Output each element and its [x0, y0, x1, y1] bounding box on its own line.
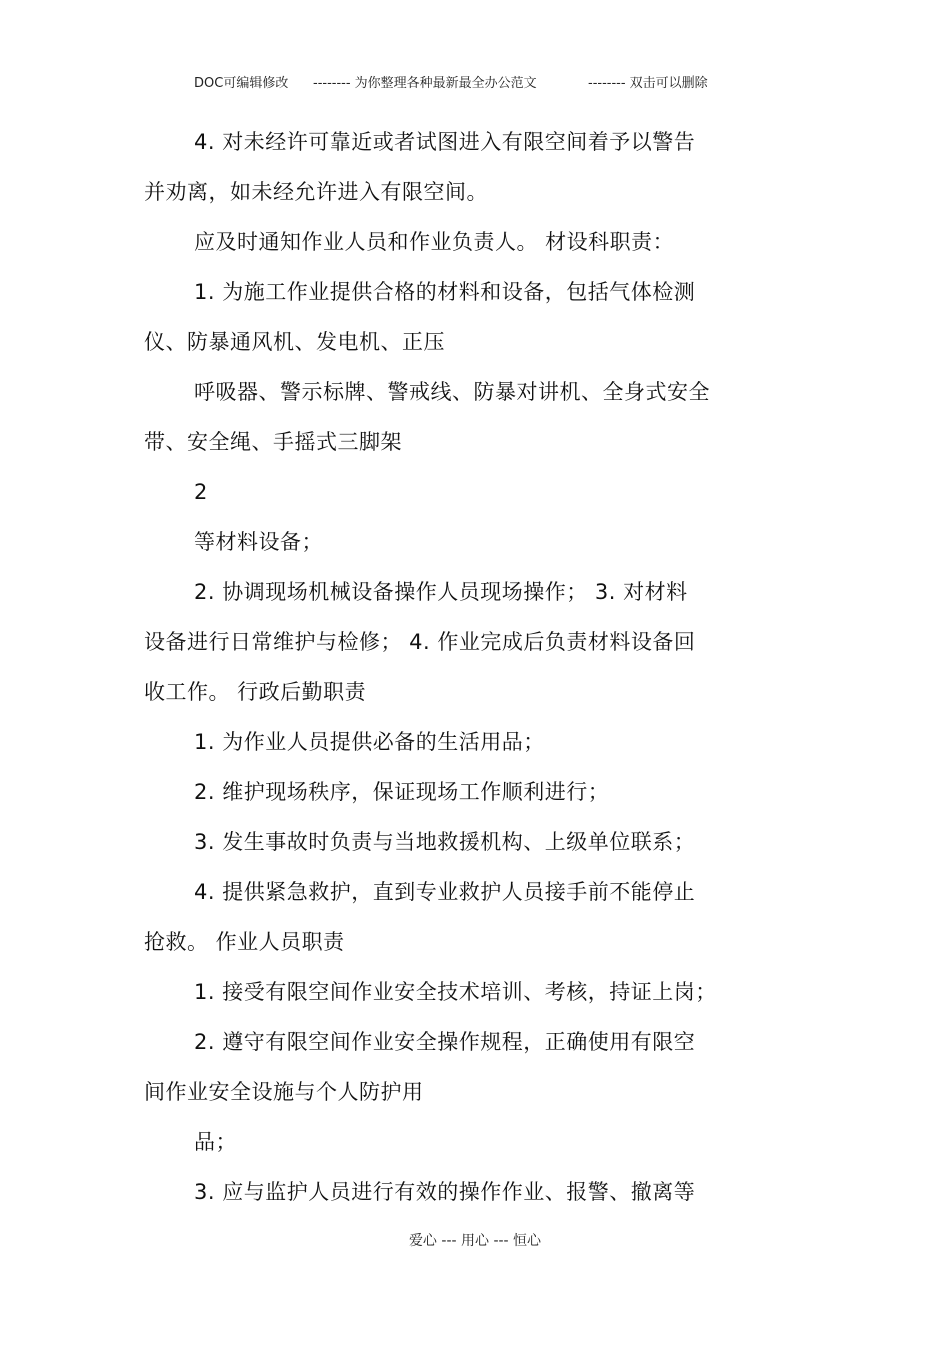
body-line: 1. 为施工作业提供合格的材料和设备，包括气体检测	[194, 280, 696, 304]
body-line: 1. 为作业人员提供必备的生活用品；	[194, 730, 545, 754]
body-line: 3. 应与监护人员进行有效的操作作业、报警、撤离等	[194, 1180, 696, 1204]
header-right-text: -------- 双击可以删除	[588, 76, 708, 91]
body-line: 等材料设备；	[194, 530, 323, 554]
body-line: 收工作。 行政后勤职责	[144, 680, 367, 704]
body-line: 呼吸器、警示标牌、警戒线、防暴对讲机、全身式安全	[194, 380, 710, 404]
page-header	[0, 72, 950, 92]
body-line: 抢救。 作业人员职责	[144, 930, 345, 954]
body-line: 2. 遵守有限空间作业安全操作规程，正确使用有限空	[194, 1030, 696, 1054]
body-line: 间作业安全设施与个人防护用	[144, 1080, 424, 1104]
body-line: 应及时通知作业人员和作业负责人。 材设科职责：	[194, 230, 675, 254]
body-line: 3. 发生事故时负责与当地救援机构、上级单位联系；	[194, 830, 696, 854]
body-line: 4. 提供紧急救护，直到专业救护人员接手前不能停止	[194, 880, 696, 904]
body-line: 2. 维护现场秩序，保证现场工作顺利进行；	[194, 780, 610, 804]
body-line: 品；	[194, 1130, 237, 1154]
body-line: 仪、防暴通风机、发电机、正压	[144, 330, 445, 354]
body-line: 2	[194, 480, 208, 504]
header-left-text: DOC可编辑修改	[194, 76, 289, 91]
body-line: 设备进行日常维护与检修； 4. 作业完成后负责材料设备回	[144, 630, 696, 654]
header-middle-text: -------- 为你整理各种最新最全办公范文	[313, 76, 537, 91]
body-line: 带、安全绳、手摇式三脚架	[144, 430, 402, 454]
body-line: 4. 对未经许可靠近或者试图进入有限空间着予以警告	[194, 130, 696, 154]
page-footer: 爱心 --- 用心 --- 恒心	[408, 1233, 542, 1249]
body-line: 并劝离，如未经允许进入有限空间。	[144, 180, 488, 204]
body-line: 2. 协调现场机械设备操作人员现场操作； 3. 对材料	[194, 580, 688, 604]
body-line: 1. 接受有限空间作业安全技术培训、考核，持证上岗；	[194, 980, 717, 1004]
